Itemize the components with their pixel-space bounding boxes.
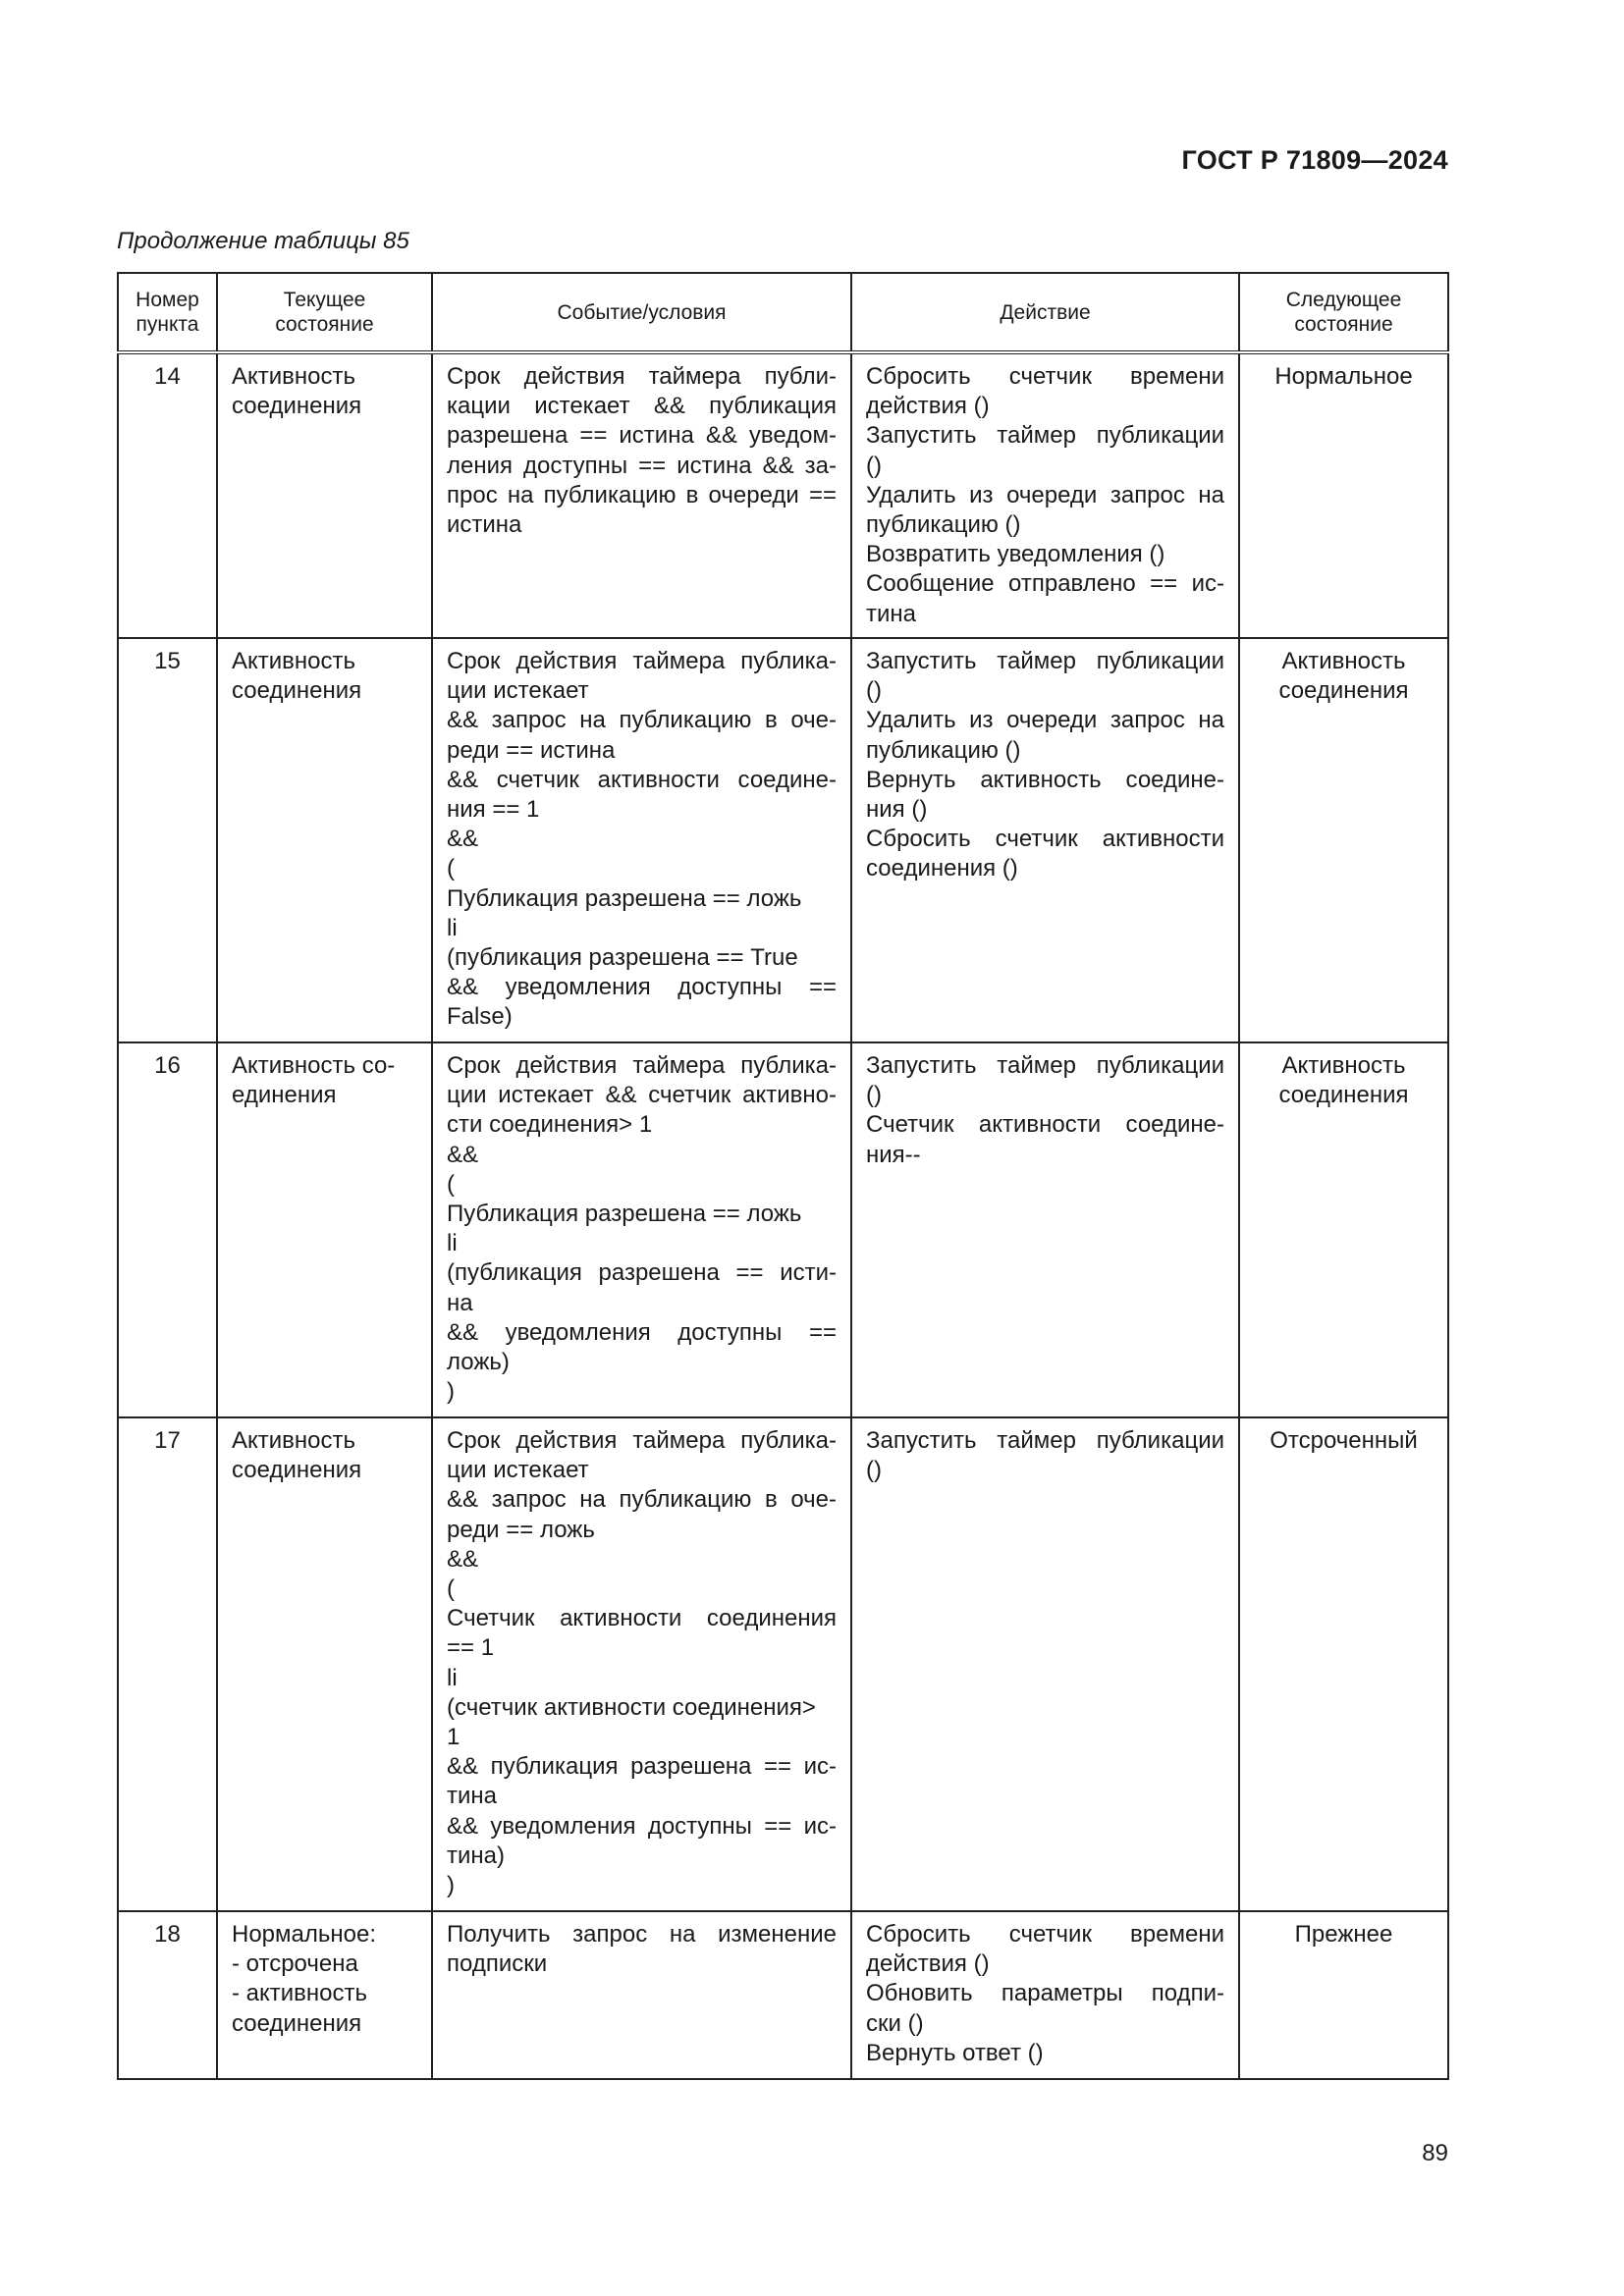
cell-text-line: Вернуть ответ () [866,2039,1044,2066]
cell-text-line: тина) [447,1842,505,1869]
cell-text-line: Счетчик активности соединения [447,1605,837,1632]
cell-text-line: ( [447,1170,455,1198]
cell-text-line: кации истекает && публикация [447,393,837,420]
cell-text-line: Активность [1281,1052,1406,1079]
cell-text-line: на [447,1289,473,1316]
cell-text-line: разрешена == истина && уведом- [447,422,837,450]
cell-text-line: Запустить таймер публикации [866,1052,1224,1079]
header-action [851,273,1239,352]
cell-text-line: ления доступны == истина && за- [447,452,837,479]
cell-text-line: Срок действия таймера публика- [447,648,837,674]
cell-text-line: Публикация разрешена == ложь [447,1201,802,1228]
cell-text-line: && счетчик активности соедине- [447,766,837,793]
header-item-number [118,273,217,352]
cell-text-line: && публикация разрешена == ис- [447,1753,837,1781]
cell-text-line: Сообщение отправлено == ис- [866,570,1224,598]
cell-text-line: действия () [866,393,990,420]
cell-text-line: Удалить из очереди запрос на [866,481,1224,508]
cell-text-line: Публикация разрешена == ложь [447,884,802,912]
cell-next-state [1239,1911,1448,2079]
header-label-line: состояние [275,313,374,336]
cell-text-line: (счетчик активности соединения> [447,1693,816,1721]
cell-text-line: ния-- [866,1141,921,1168]
cell-text-line: сти соединения> 1 [447,1111,653,1139]
cell-number: 16 [118,1042,217,1417]
cell-text-line: ( [447,855,455,882]
cell-text-line: () [866,677,882,705]
cell-text-line: Сбросить счетчик времени [866,363,1224,390]
table-body [118,352,1448,2079]
cell-text-line: ( [447,1575,455,1603]
cell-text-line: && [447,1141,479,1168]
cell-text-line: Активность [232,648,356,674]
cell-text-line: истина [447,511,522,539]
cell-current-state [217,1417,432,1911]
cell-text-line: тина [447,1783,497,1810]
cell-text-line: Активность [232,1427,356,1454]
table-row [118,352,1448,638]
cell-text-line: && уведомления доступны == [447,974,837,1001]
cell-text-line: Активность [232,363,356,390]
cell-text-line: ции истекает [447,1457,589,1484]
cell-text-line: False) [447,1003,513,1031]
cell-text-line: && [447,826,479,853]
cell-text-line: - активность [232,1980,368,2007]
cell-text-line: Сбросить счетчик активности [866,826,1224,853]
cell-event-conditions [432,352,851,638]
header-next-state [1239,273,1448,352]
cell-text-line: соединения () [866,855,1018,882]
cell-text-line: && [447,1545,479,1573]
cell-event-conditions [432,1042,851,1417]
header-label-line: Текущее [283,289,366,311]
cell-text-line: == 1 [447,1634,495,1662]
cell-text-line: Срок действия таймера публика- [447,1427,837,1454]
table-row [118,1042,1448,1417]
cell-text-line: Запустить таймер публикации [866,1427,1224,1454]
cell-text-line: Нормальное: [232,1921,376,1948]
cell-text-line: - отсрочена [232,1950,358,1978]
cell-text-line: ции истекает && счетчик активно- [447,1082,837,1109]
cell-text-line: Сбросить счетчик времени [866,1921,1224,1948]
cell-text-line: ски () [866,2009,924,2037]
cell-text-line: соединения [232,677,362,705]
cell-text-line: единения [232,1082,337,1109]
header-label-line: пункта [135,313,199,336]
cell-next-state [1239,638,1448,1042]
cell-text-line: Срок действия таймера публи- [447,363,837,390]
cell-text-line: ) [447,1872,455,1899]
cell-text-line: ложь) [447,1349,510,1376]
cell-next-state [1239,1417,1448,1911]
header-label-line: Действие [1000,300,1091,324]
cell-text-line: Возвратить уведомления () [866,541,1165,568]
cell-text-line: () [866,1457,882,1484]
cell-number: 15 [118,638,217,1042]
cell-text-line: && запрос на публикацию в оче- [447,707,837,734]
cell-text-line: соединения [232,1457,362,1484]
cell-text-line: 1 [447,1724,460,1751]
cell-number: 18 [118,1911,217,2079]
cell-text-line: соединения [232,2009,362,2037]
cell-next-state [1239,352,1448,638]
cell-text-line: Нормальное [1274,363,1413,390]
cell-text-line: Получить запрос на изменение [447,1921,837,1948]
cell-text-line: Активность со- [232,1052,396,1079]
cell-text-line: соединения [232,393,362,420]
header-label-line: состояние [1294,313,1393,336]
header-current-state [217,273,432,352]
cell-text-line: реди == ложь [447,1516,595,1543]
cell-text-line: Запустить таймер публикации [866,648,1224,674]
page-number: 89 [1422,2140,1448,2166]
cell-text-line: ции истекает [447,677,589,705]
cell-current-state [217,352,432,638]
header-label-line: Номер [135,289,199,311]
cell-action [851,1417,1239,1911]
cell-text-line: Отсроченный [1270,1427,1418,1454]
cell-action [851,1911,1239,2079]
table-row [118,1911,1448,2079]
state-table-container [117,272,1447,2080]
state-transition-table [117,272,1449,2080]
cell-event-conditions [432,638,851,1042]
cell-text-line: Срок действия таймера публика- [447,1052,837,1079]
cell-event-conditions [432,1911,851,2079]
cell-action [851,352,1239,638]
cell-text-line: публикацию () [866,736,1021,764]
cell-text-line: Активность [1281,648,1406,674]
cell-text-line: действия () [866,1950,990,1978]
header-label-line: Следующее [1285,289,1402,311]
cell-text-line: ния () [866,796,928,824]
cell-text-line: Обновить параметры подпи- [866,1980,1224,2007]
cell-text-line: li [447,1664,458,1691]
table-caption: Продолжение таблицы 85 [117,228,409,254]
cell-text-line: ния == 1 [447,796,540,824]
cell-text-line: && запрос на публикацию в оче- [447,1486,837,1514]
table-row [118,1417,1448,1911]
cell-number: 17 [118,1417,217,1911]
cell-text-line: ) [447,1378,455,1406]
cell-text-line: && уведомления доступны == ис- [447,1812,837,1840]
cell-text-line: Запустить таймер публикации [866,422,1224,450]
cell-current-state [217,638,432,1042]
cell-current-state [217,1042,432,1417]
cell-text-line: && уведомления доступны == [447,1318,837,1346]
cell-text-line: реди == истина [447,736,616,764]
cell-text-line: (публикация разрешена == исти- [447,1259,837,1287]
cell-text-line: li [447,914,458,941]
cell-text-line: публикацию () [866,511,1021,539]
cell-action [851,1042,1239,1417]
cell-action [851,638,1239,1042]
cell-text-line: Прежнее [1294,1921,1393,1948]
document-code: ГОСТ Р 71809—2024 [1181,145,1448,175]
cell-text-line: соединения [1278,1082,1409,1109]
table-row [118,638,1448,1042]
cell-number: 14 [118,352,217,638]
cell-current-state [217,1911,432,2079]
cell-next-state [1239,1042,1448,1417]
header-label-line: Событие/условия [557,300,727,324]
cell-text-line: подписки [447,1950,548,1978]
cell-text-line: прос на публикацию в очереди == [447,481,837,508]
cell-event-conditions [432,1417,851,1911]
cell-text-line: тина [866,600,916,627]
cell-text-line: Вернуть активность соедине- [866,766,1224,793]
cell-text-line: li [447,1230,458,1257]
cell-text-line: Счетчик активности соедине- [866,1111,1224,1139]
cell-text-line: () [866,1082,882,1109]
cell-text-line: () [866,452,882,479]
cell-text-line: соединения [1278,677,1409,705]
header-event-conditions [432,273,851,352]
cell-text-line: (публикация разрешена == True [447,944,798,972]
cell-text-line: Удалить из очереди запрос на [866,707,1224,734]
table-header-row [118,273,1448,352]
